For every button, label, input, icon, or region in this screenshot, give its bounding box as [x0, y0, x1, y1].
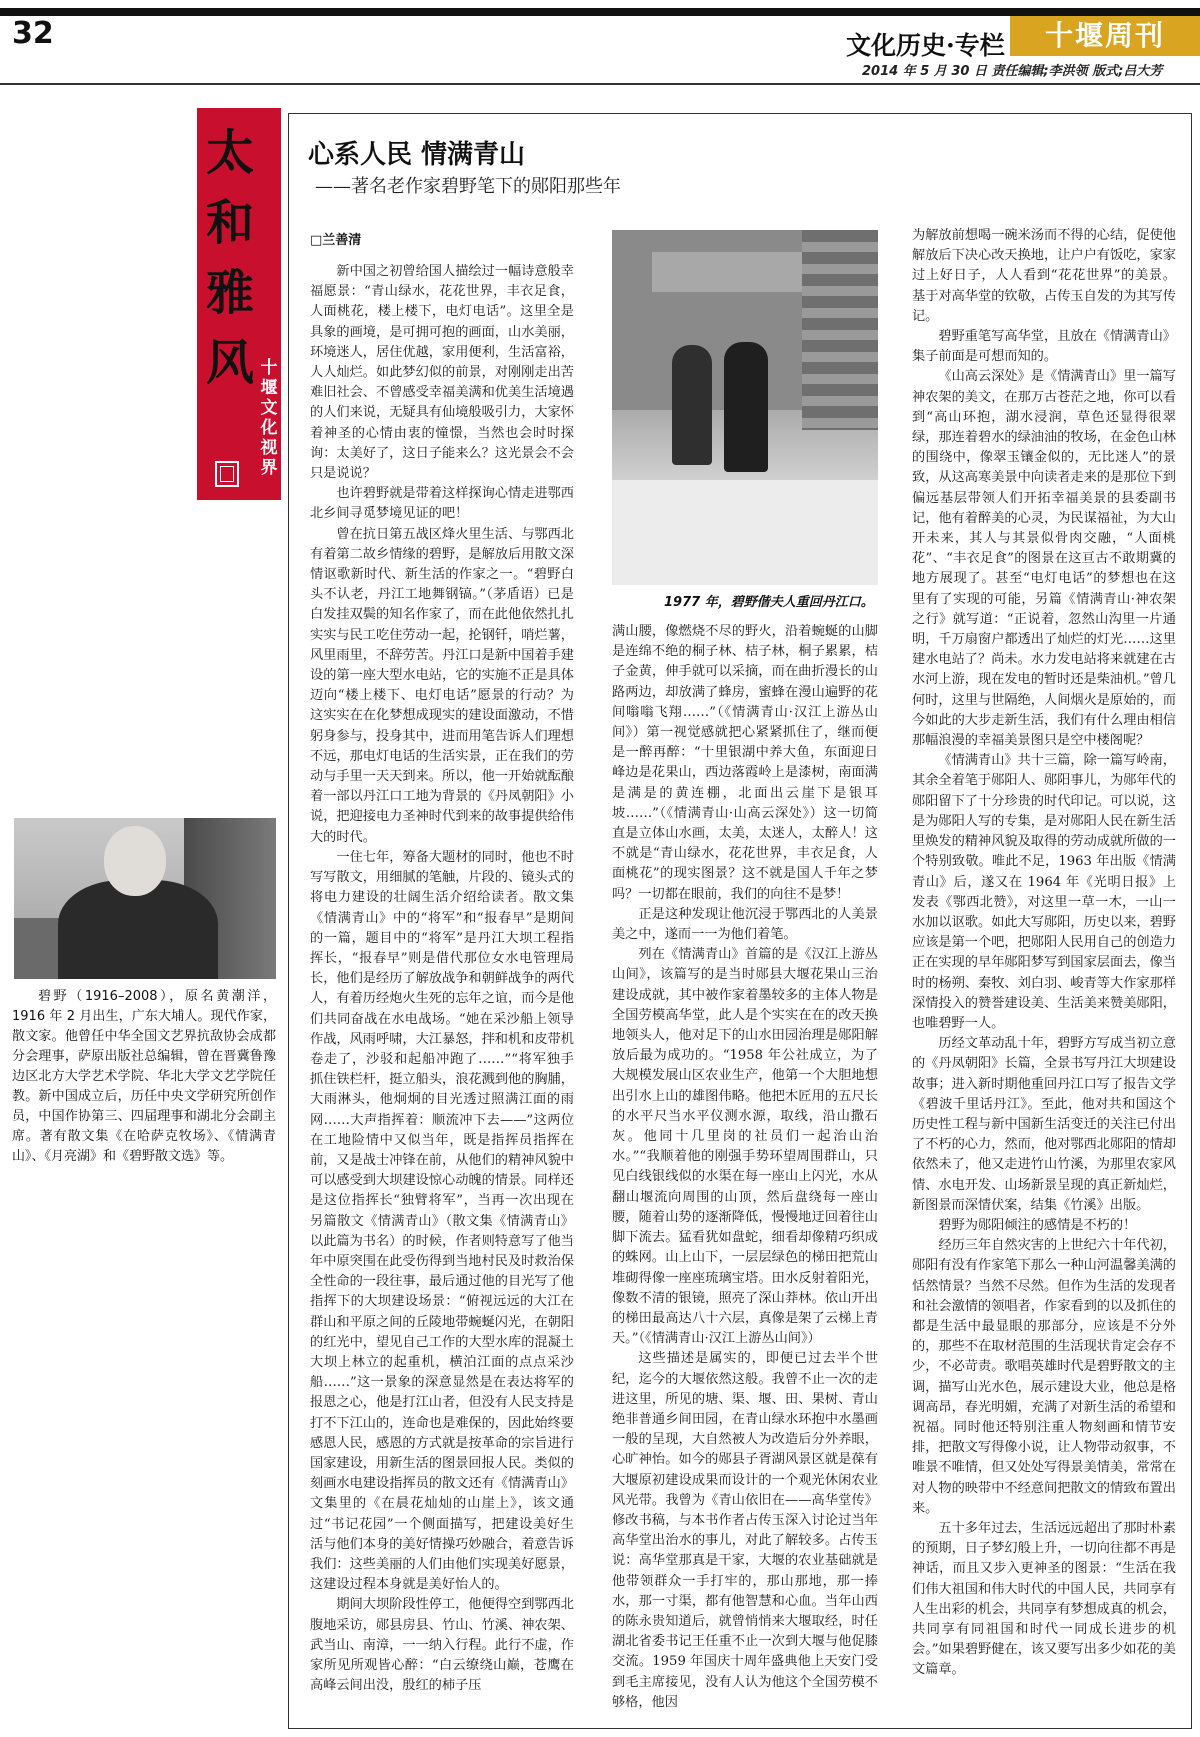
paragraph: 满山腰，像燃烧不尽的野火，沿着蜿蜒的山脚是连绵不绝的桐子林、桔子林，桐子累累，桔子金黄，伸手就可以采摘，而在曲折漫长的山路两边，却放满了蜂房，蜜蜂在漫山遍野的花间嗡嗡飞翔……”（《情满青山·汉江上游丛山间》）第一视觉感就把心紧紧抓住了，继而便是一醉再醉：“十里银湖中养大鱼，东面迎日峰边是花果山，西边落霞岭上是漆树，南面满是满是的黄连棚，北面出云崖下是银耳坡……”（《情满青山·山高云深处》）这一切简直是立体山水画，太美，太迷人，太醉人！这不就是“青山绿水，花花世界，丰衣足食，人面桃花”的现实图景？这不就是国人千年之梦吗？一切都在眼前，我们的向往不是梦！ [612, 624, 878, 902]
column-banner [197, 108, 281, 500]
header-bottom-rule [0, 83, 1200, 85]
paragraph: 历经文革动乱十年，碧野方写成当初立意的《丹凤朝阳》长篇，全景书写丹江大坝建设故事；进入新时期他重回丹江口写了报告文学《碧波千里话丹江》。至此，他对共和国这个历史性工程与新中国新生活变迁的关注已付出了不朽的心力，然而，他对鄂西北郧阳的情却依然未了，他又走进竹山竹溪，为那里农家风情、水电开发、山场新景呈现的真正新灿烂，新图景而深情伏案，结集《竹溪》出版。 [912, 1036, 1176, 1213]
paragraph: 《山高云深处》是《情满青山》里一篇写神农架的美文，在那万古苍茫之地，你可以看到“高山环抱，湖水浸润，草色还显得很翠绿，那连着碧水的绿油油的牧场，在金色山林的围绕中，像翠玉镶金似的，无比迷人”的景致，从这高寒美景中向读者走来的是那位下到偏远基层带领人们开拓幸福美景的县委副书记，他有着醉美的心灵，为民谋福祉，为大山开未来，其人与其景似骨肉交融，“人面桃花”、“丰衣足食”的图景在这亘古不敢期冀的地方展现了。甚至“电灯电话”的梦想也在这里有了实现的可能，另篇《情满青山·神农架之行》就写道：“正说着，忽然山沟里一片通明，千万扇窗户都透出了灿烂的灯光……这里建水电站了？尚未。水力发电站将来就建在古水河上游，现在发电的暂时还是柴油机。”曾几何时，这里与世隔绝，人间烟火是原始的，而今如此的大步走新生活，我们有什么理由相信那幅浪漫的幸福美景图只是空中楼阁呢？ [912, 369, 1176, 749]
section-title: 文化历史·专栏 [846, 31, 1005, 60]
paragraph: 五十多年过去，生活远远超出了那时朴素的预期，日子梦幻般上升，一切向往都不再是神话，而且又步入更神圣的图景：“生活在我们伟大祖国和伟大时代的中国人民，共同享有人生出彩的机会，共同享有梦想成真的机会，共同享有同祖国和时代一同成长进步的机会。”如果碧野健在，该又要写出多少如花的美文篇章。 [912, 1521, 1176, 1678]
paragraph: 碧野重笔写高华堂，且放在《情满青山》集子前面是可想而知的。 [912, 329, 1176, 365]
paragraph: 碧野为郧阳倾注的感情是不朽的！ [938, 1217, 1137, 1233]
paragraph: 期间大坝阶段性停工，他便得空到鄂西北腹地采访，郧县房县、竹山、竹溪、神农架、武当山、南漳，一一纳入行程。此行不虚，作家所见所观皆心醉：“白云缭绕山巅，苍鹰在高峰云间出没，殷红的柿子压 [310, 1597, 574, 1694]
paragraph: 这些描述是属实的，即便已过去半个世纪，迄今的大堰依然这般。我曾不止一次的走进这里，所见的塘、渠、堰、田、果树、青山绝非普通乡间田园，在青山绿水环抱中水墨画一般的呈现，大自然被人为改造后分外养眼，心旷神怡。如今的郧县子胥湖风景区就是葆有大堰原初建设成果而设计的一个观光休闲农业风光带。我曾为《青山依旧在——高华堂传》修改书稿，与本书作者占传玉深入讨论过当年高华堂出治水的事儿，对此了解较多。占传玉说：高华堂那真是干家，大堰的农业基础就是他带领群众一手打牢的，那山那地，那一捧水，那一寸渠，都有他智慧和心血。当年山西的陈永贵知道后，就曾悄悄来大堰取经，时任湖北省委书记王任重不止一次到大堰与他促膝交流。1959 年国庆十周年盛典他上天安门受到毛主席接见，没有人认为他这个全国劳模不够格，他因 [612, 1351, 878, 1710]
author-bio: 碧野（1916–2008），原名黄潮洋，1916 年 2 月出生，广东大埔人。现代作家，散文家。他曾任中华全国文艺界抗敌协会成都分会理事，萨原出版社总编辑，曾在晋冀鲁豫边区北方大学艺术学院、华北大学文艺学院任教。新中国成立后，历任中央文学研究所创作员，中国作协第三、四届理事和湖北分会副主席。著有散文集《在哈萨克牧场》、《情满青山》、《月亮湖》和《碧野散文选》等。 [12, 989, 276, 1164]
paragraph: 曾在抗日第五战区烽火里生活、与鄂西北有着第二故乡情缘的碧野，是解放后用散文深情讴歌新时代、新生活的作家之一。“碧野白头不认老，丹江工地舞钢镐。”（茅盾语）已是白发挂双鬓的知名作家了，而在此他依然扎扎实实与民工吃住劳动一起，抡钢钎，哨烂薯，风里雨里，不辞劳苦。丹江口是新中国着手建设的第一座大型水电站，它的实施不正是具体迈向“楼上楼下、电灯电话”愿景的行动？为这实实在在化梦想成现实的建设面激动，不惜躬身参与，投身其中，进而用笔告诉人们理想不远，那电灯电话的生活实景，正在我们的劳动与手里一天天到来。所以，他一开始就酝酿着一部以丹江口工地为背景的《丹凤朝阳》小说，把迎接电力圣神时代到来的故事提供给伟大的时代。 [310, 526, 574, 845]
author-portrait [14, 818, 276, 979]
article-subtitle: ——著名老作家碧野笔下的郧阳那些年 [315, 176, 621, 197]
paragraph: 为解放前想喝一碗米汤而不得的心结，促使他解放后下决心改天换地，让户户有饭吃，家家过上好日子，人人看到“花花世界”的美景。基于对高华堂的钦敬，占传玉自发的为其写传记。 [912, 228, 1176, 324]
masthead: 十堰周刊 [1010, 16, 1200, 56]
banner-subtitle: 十堰文化视界 [260, 358, 278, 478]
article-column-1 [310, 262, 574, 1722]
paragraph: 《情满青山》共十三篇，除一篇写岭南，其余全着笔于郧阳人、郧阳事儿，为郧年代的郧阳留下了十分珍贵的时代印记。可以说，这是为郧阳人写的专集，是对郧阳人民在新生活里焕发的精神风貌及取得的劳动成就所做的一个特别致敬。唯此不足，1963 年出版《情满青山》后，遂又在 1964 年《光明日报》上发表《鄂西北赞》，对这里一草一木，一山一水加以讴歌。如此大写郧阳，历史以来，碧野应该是第一个吧，把郧阳人民用自己的创造力正在实现的早年郧阳梦写到国家层面去，像当时的杨朔、秦牧、刘白羽、峻青等大作家那样深情投入的赞誉建设美、生活美来赞美郧阳，也唯碧野一人。 [912, 753, 1176, 1031]
photo-caption: 1977 年，碧野偕夫人重回丹江口。 [664, 595, 874, 610]
paragraph: 新中国之初曾给国人描绘过一幅诗意般幸福愿景：“青山绿水，花花世界，丰衣足食，人面桃花，楼上楼下，电灯电话”。这里全是具象的画境，是可拥可抱的画面，山水美丽，环境迷人，居住优越，家用便利，生活富裕，人人灿烂。如此梦幻似的前景，对刚刚走出苦难旧社会、不曾感受幸福美满和优美生活境遇的人们来说，无疑具有仙境般吸引力，大家怀着神圣的心情由衷的憧憬，当然也会时时探询：太美好了，这日子能来么？这光景会不会只是说说？ [310, 264, 574, 482]
article-column-2 [612, 622, 878, 1722]
article-author: □兰善清 [310, 233, 362, 248]
dateline: 2014 年 5 月 30 日 责任编辑;李洪领 版式;吕大芳 [862, 64, 1163, 79]
header-top-rule [0, 8, 1200, 16]
paragraph: 也许碧野就是带着这样探询心情走进鄂西北乡间寻觅梦境见证的吧！ [310, 486, 574, 522]
article-title: 心系人民 情满青山 [308, 140, 526, 170]
paragraph: 列在《情满青山》首篇的是《汉江上游丛山间》，该篇写的是当时郧县大堰花果山三治建设成就，其中被作家着墨较多的主体人物是全国劳模高华堂，此人是个实实在在的改天换地领头人，他对足下的山水田园治理是郧阳解放后最为成功的。“1958 年公社成立，为了大规模发展山区农业生产，他第一个大胆地想出引水上山的雄图伟略。他把木匠用的五尺长的水平尺当水平仪测水源，取线，沿山撒石灰。他同十几里岗的社员们一起治山治水。”“我顺着他的刚强手势环望周围群山，只见白线银线似的水渠在每一座山上闪光，水从翻山堰流向周围的山顶，然后盘绕每一座山腰，随着山势的逐渐降低，慢慢地迂回着往山脚下流去。猛看犹如盘蛇，细看却像精巧织成的蛛网。山上山下，一层层绿色的梯田把荒山堆砌得像一座座琉璃宝塔。田水反射着阳光，像数不清的银镜，照亮了深山莽林。依山开出的梯田最高达八十六层，真像是架了云梯上青天。”（《情满青山·汉江上游丛山间》） [612, 947, 878, 1347]
seal-icon [215, 461, 239, 487]
paragraph: 一住七年，筹备大题材的同时，他也不时写写散文，用细腻的笔触，片段的、镜头式的将电力建设的壮阔生活介绍给读者。散文集《情满青山》中的“将军”和“报春早”是期间的一篇，题目中的“将军”是丹江大坝工程指挥长，“报春早”则是借代那位女水电管理局长，他们是经历了解放战争和朝鲜战争的两代人，有着历经炮火生死的忘年之谊，而今是他们共同奋战在水电战场。“她在采沙船上领导作战，风雨呼啸，大江暴怒，拌和机和皮带机卷走了，沙驳和起船冲跑了……”“将军独手抓住铁栏杆，挺立船头，浪花溅到他的胸脯，大雨淋头，他炯炯的目光透过照满江面的雨网……大声指挥着：顺流冲下去——”这两位在工地险情中又似当年，既是指挥员指挥在前，又是战士冲锋在前，从他们的精神风貌中可以感受到大坝建设惊心动魄的情景。同样还是这位指挥长“独臂将军”，当再一次出现在另篇散文《情满青山》（散文集《情满青山》以此篇为书名）的时候，作者则特意写了他当年中原突围在此受伤得到当地村民及时救治保全性命的一段往事，最后通过他的目光写了他指挥下的大坝建设场景：“俯视远远的大江在群山和平原之间的丘陵地带蜿蜒闪光，在朝阳的红光中，望见自己工作的大型水库的混凝土大坝上林立的起重机，横泊江面的点点采沙船……”这一景象的深意显然是在表达将军的报恩之心，他是打江山者，但没有人民支持是打不下江山的，连命也是难保的，因此始终要感恩人民，感恩的方式就是按革命的宗旨进行国家建设，用新生活的图景回报人民。类似的刻画水电建设指挥员的散文还有《情满青山》文集里的《在晨花灿灿的山崖上》，该文通过“书记花园”一个侧面描写，把建设美好生活与他们本身的美好情操巧妙融合，着意告诉我们：这些美丽的人们由他们实现美好愿景，这建设过程本身就是美好怡人的。 [310, 849, 574, 1593]
paragraph: 经历三年自然灾害的上世纪六十年代初，郧阳有没有作家笔下那么一种山河温馨美满的恬然情景？当然不尽然。但作为生活的发现者和社会激情的领唱者，作家看到的以及抓住的都是生活中最显眼的那部分，应该是不分外的，那些不在取材范围的生活现状肯定会存不少，不必苛责。歌唱英雄时代是碧野散文的主调，描写山光水色，展示建设大业，他总是格调高昂，春光明媚，充满了对新生活的希望和祝福。同时他还特别注重人物刻画和情节安排，把散文写得像小说，让人物带动叙事，不唯景不唯情，但又处处写得景美情美，常常在对人物的映带中不经意间把散文的情致布置出来。 [912, 1238, 1176, 1516]
article-photo [612, 230, 878, 585]
article-column-3 [912, 226, 1176, 1722]
page-number: 32 [12, 16, 54, 51]
banner-title: 太和雅风 [205, 125, 254, 391]
paragraph: 正是这种发现让他沉浸于鄂西北的人美景美之中，遂而一一为他们着笔。 [612, 906, 878, 943]
